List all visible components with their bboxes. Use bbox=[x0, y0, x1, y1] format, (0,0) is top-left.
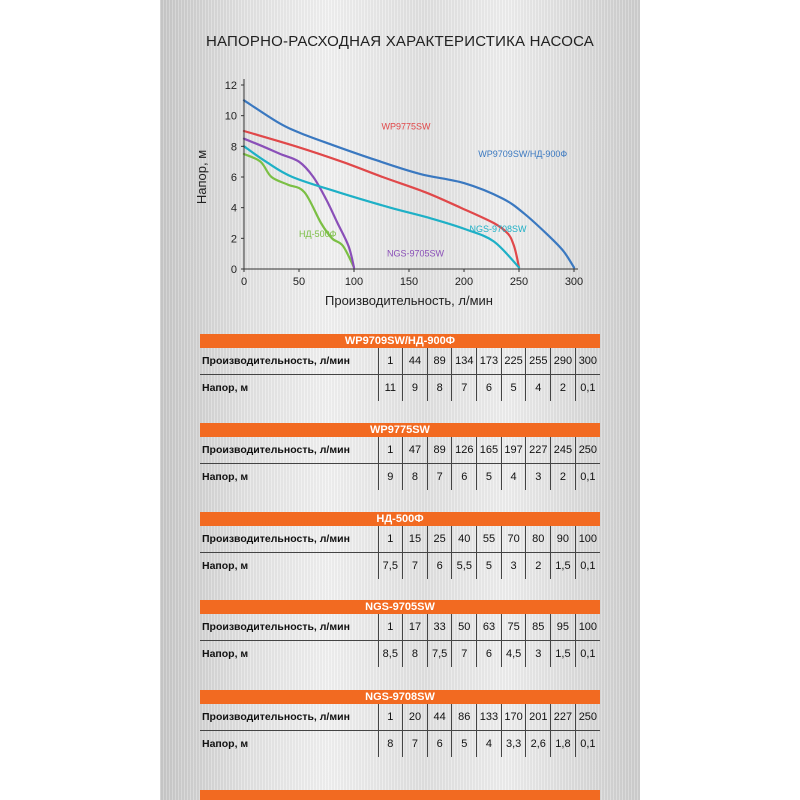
table-cell: 40 bbox=[452, 526, 477, 553]
table-cell: 4,5 bbox=[501, 641, 526, 668]
table-row-head bbox=[200, 375, 600, 402]
series-annotation: НД-500Ф bbox=[299, 228, 337, 239]
table-cell: 7,5 bbox=[427, 641, 452, 668]
table-cell: 8 bbox=[403, 641, 428, 668]
pump-curve-chart bbox=[160, 70, 640, 315]
table-cell: 255 bbox=[526, 348, 551, 375]
table-cell: 86 bbox=[452, 704, 477, 731]
row-label-head: Напор, м bbox=[202, 738, 249, 750]
x-tick-label: 200 bbox=[454, 276, 474, 288]
table-cell: 85 bbox=[526, 614, 551, 641]
table-cell: 134 bbox=[452, 348, 477, 375]
table-row-head bbox=[200, 553, 600, 580]
table-cell: 8 bbox=[427, 375, 452, 402]
y-tick-label: 4 bbox=[230, 202, 237, 215]
table-cell: 5 bbox=[501, 375, 526, 402]
table-cell: 7,5 bbox=[378, 553, 403, 580]
table-cell: 173 bbox=[477, 348, 502, 375]
table-cell: 70 bbox=[501, 526, 526, 553]
table-row-head bbox=[200, 731, 600, 758]
table-cell: 1 bbox=[378, 526, 403, 553]
x-axis-label: Производительность, л/мин bbox=[325, 293, 493, 308]
table-cell: 8 bbox=[403, 464, 428, 491]
table-cell: 133 bbox=[477, 704, 502, 731]
table-cell: 1 bbox=[378, 704, 403, 731]
row-label-flow: Производительность, л/мин bbox=[200, 348, 378, 375]
table-cell: 1,5 bbox=[551, 553, 576, 580]
series-line-4 bbox=[244, 146, 519, 267]
series-annotation: WP9709SW/НД-900Ф bbox=[478, 149, 568, 160]
x-tick-label: 100 bbox=[344, 276, 364, 288]
table-cell: 1 bbox=[378, 348, 403, 375]
x-tick-label: 250 bbox=[509, 276, 529, 288]
table-cell: 1,8 bbox=[551, 731, 576, 758]
table-cell: 50 bbox=[452, 614, 477, 641]
table-cell: 201 bbox=[526, 704, 551, 731]
table-cell: 300 bbox=[575, 348, 600, 375]
series-line-2 bbox=[244, 154, 354, 268]
table-cell: 227 bbox=[551, 704, 576, 731]
table-cell: 245 bbox=[551, 437, 576, 464]
spec-table bbox=[200, 614, 600, 667]
table-cell: 5 bbox=[477, 464, 502, 491]
table-cell: 0,1 bbox=[575, 553, 600, 580]
x-tick-label: 300 bbox=[564, 276, 584, 288]
row-label-head: Напор, м bbox=[202, 648, 249, 660]
y-tick-label: 6 bbox=[230, 172, 237, 184]
table-cell: 33 bbox=[427, 614, 452, 641]
table-cell: 55 bbox=[477, 526, 502, 553]
series-annotation: WP9775SW bbox=[381, 121, 431, 132]
table-cell: 3 bbox=[526, 641, 551, 668]
table-cell: 63 bbox=[477, 614, 502, 641]
x-tick-label: 0 bbox=[240, 276, 248, 288]
table-cell: 100 bbox=[575, 526, 600, 553]
table-model-header: WP9775SW bbox=[200, 423, 600, 437]
table-cell: 25 bbox=[427, 526, 452, 553]
spec-table-1 bbox=[200, 423, 600, 490]
page-title: НАПОРНО-РАСХОДНАЯ ХАРАКТЕРИСТИКА НАСОСА bbox=[205, 33, 594, 50]
series-annotation: NGS-9708SW bbox=[469, 224, 527, 235]
table-cell: 9 bbox=[403, 375, 428, 402]
table-cell: 4 bbox=[526, 375, 551, 402]
table-cell: 89 bbox=[427, 348, 452, 375]
y-tick-label: 8 bbox=[230, 141, 237, 154]
table-cell: 75 bbox=[501, 614, 526, 641]
table-model-header: WP9709SW/НД-900Ф bbox=[200, 334, 600, 348]
table-model-header: NGS-9705SW bbox=[200, 600, 600, 614]
spec-table-3 bbox=[200, 600, 600, 667]
y-axis-label: Напор, м bbox=[194, 149, 209, 205]
row-label-flow: Производительность, л/мин bbox=[200, 526, 378, 553]
table-cell: 250 bbox=[575, 437, 600, 464]
table-cell: 80 bbox=[526, 526, 551, 553]
table-cell: 6 bbox=[477, 375, 502, 402]
table-cell: 5,5 bbox=[452, 553, 477, 580]
table-cell: 7 bbox=[427, 464, 452, 491]
table-cell: 0,1 bbox=[575, 464, 600, 491]
bottom-accent-bar bbox=[200, 790, 600, 800]
table-cell: 1,5 bbox=[551, 641, 576, 668]
spec-table bbox=[200, 704, 600, 757]
table-cell: 1 bbox=[378, 437, 403, 464]
table-cell: 5 bbox=[452, 731, 477, 758]
x-tick-label: 150 bbox=[399, 276, 419, 288]
table-cell: 7 bbox=[403, 553, 428, 580]
table-row-flow bbox=[200, 348, 600, 375]
table-cell: 6 bbox=[477, 641, 502, 668]
table-cell: 8 bbox=[378, 731, 403, 758]
row-label-head: Напор, м bbox=[202, 471, 249, 483]
table-cell: 6 bbox=[427, 731, 452, 758]
table-row-flow bbox=[200, 526, 600, 553]
table-cell: 197 bbox=[501, 437, 526, 464]
table-cell: 7 bbox=[403, 731, 428, 758]
table-cell: 44 bbox=[403, 348, 428, 375]
table-cell: 165 bbox=[477, 437, 502, 464]
table-cell: 2 bbox=[526, 553, 551, 580]
table-cell: 1 bbox=[378, 614, 403, 641]
spec-table bbox=[200, 437, 600, 490]
table-cell: 170 bbox=[501, 704, 526, 731]
table-cell: 3 bbox=[501, 553, 526, 580]
table-cell: 5 bbox=[477, 553, 502, 580]
table-cell: 290 bbox=[551, 348, 576, 375]
table-cell: 2,6 bbox=[526, 731, 551, 758]
row-label-flow: Производительность, л/мин bbox=[200, 437, 378, 464]
table-cell: 6 bbox=[452, 464, 477, 491]
spec-table-4 bbox=[200, 690, 600, 757]
table-cell: 44 bbox=[427, 704, 452, 731]
annotations bbox=[299, 121, 567, 258]
table-cell: 4 bbox=[501, 464, 526, 491]
table-cell: 11 bbox=[378, 375, 403, 402]
table-cell: 0,1 bbox=[575, 641, 600, 668]
table-row-head bbox=[200, 641, 600, 668]
y-tick-label: 10 bbox=[224, 110, 237, 123]
axes bbox=[194, 79, 583, 308]
table-cell: 100 bbox=[575, 614, 600, 641]
table-cell: 0,1 bbox=[575, 731, 600, 758]
table-model-header: НД-500Ф bbox=[200, 512, 600, 526]
table-cell: 17 bbox=[403, 614, 428, 641]
table-row-flow bbox=[200, 614, 600, 641]
table-cell: 15 bbox=[403, 526, 428, 553]
spec-table-2 bbox=[200, 512, 600, 579]
y-tick-label: 12 bbox=[224, 80, 237, 92]
y-tick-label: 2 bbox=[230, 233, 237, 246]
table-cell: 3,3 bbox=[501, 731, 526, 758]
spec-table-0 bbox=[200, 334, 600, 401]
table-cell: 2 bbox=[551, 464, 576, 491]
spec-table bbox=[200, 348, 600, 401]
table-row-flow bbox=[200, 704, 600, 731]
table-cell: 20 bbox=[403, 704, 428, 731]
table-cell: 89 bbox=[427, 437, 452, 464]
table-row-head bbox=[200, 464, 600, 491]
spec-panel bbox=[160, 0, 640, 800]
row-label-flow: Производительность, л/мин bbox=[200, 614, 378, 641]
table-cell: 225 bbox=[501, 348, 526, 375]
table-cell: 250 bbox=[575, 704, 600, 731]
table-cell: 8,5 bbox=[378, 641, 403, 668]
table-cell: 2 bbox=[551, 375, 576, 402]
series-annotation: NGS-9705SW bbox=[387, 248, 445, 259]
table-cell: 9 bbox=[378, 464, 403, 491]
table-cell: 0,1 bbox=[575, 375, 600, 402]
table-cell: 7 bbox=[452, 375, 477, 402]
x-tick-label: 50 bbox=[292, 276, 306, 288]
table-row-flow bbox=[200, 437, 600, 464]
table-cell: 95 bbox=[551, 614, 576, 641]
table-cell: 47 bbox=[403, 437, 428, 464]
table-cell: 4 bbox=[477, 731, 502, 758]
table-cell: 3 bbox=[526, 464, 551, 491]
row-label-head: Напор, м bbox=[202, 560, 249, 572]
table-cell: 90 bbox=[551, 526, 576, 553]
y-tick-label: 0 bbox=[230, 264, 237, 276]
spec-table bbox=[200, 526, 600, 579]
row-label-flow: Производительность, л/мин bbox=[200, 704, 378, 731]
table-cell: 227 bbox=[526, 437, 551, 464]
table-cell: 7 bbox=[452, 641, 477, 668]
table-cell: 6 bbox=[427, 553, 452, 580]
table-cell: 126 bbox=[452, 437, 477, 464]
row-label-head: Напор, м bbox=[202, 382, 249, 394]
table-model-header: NGS-9708SW bbox=[200, 690, 600, 704]
